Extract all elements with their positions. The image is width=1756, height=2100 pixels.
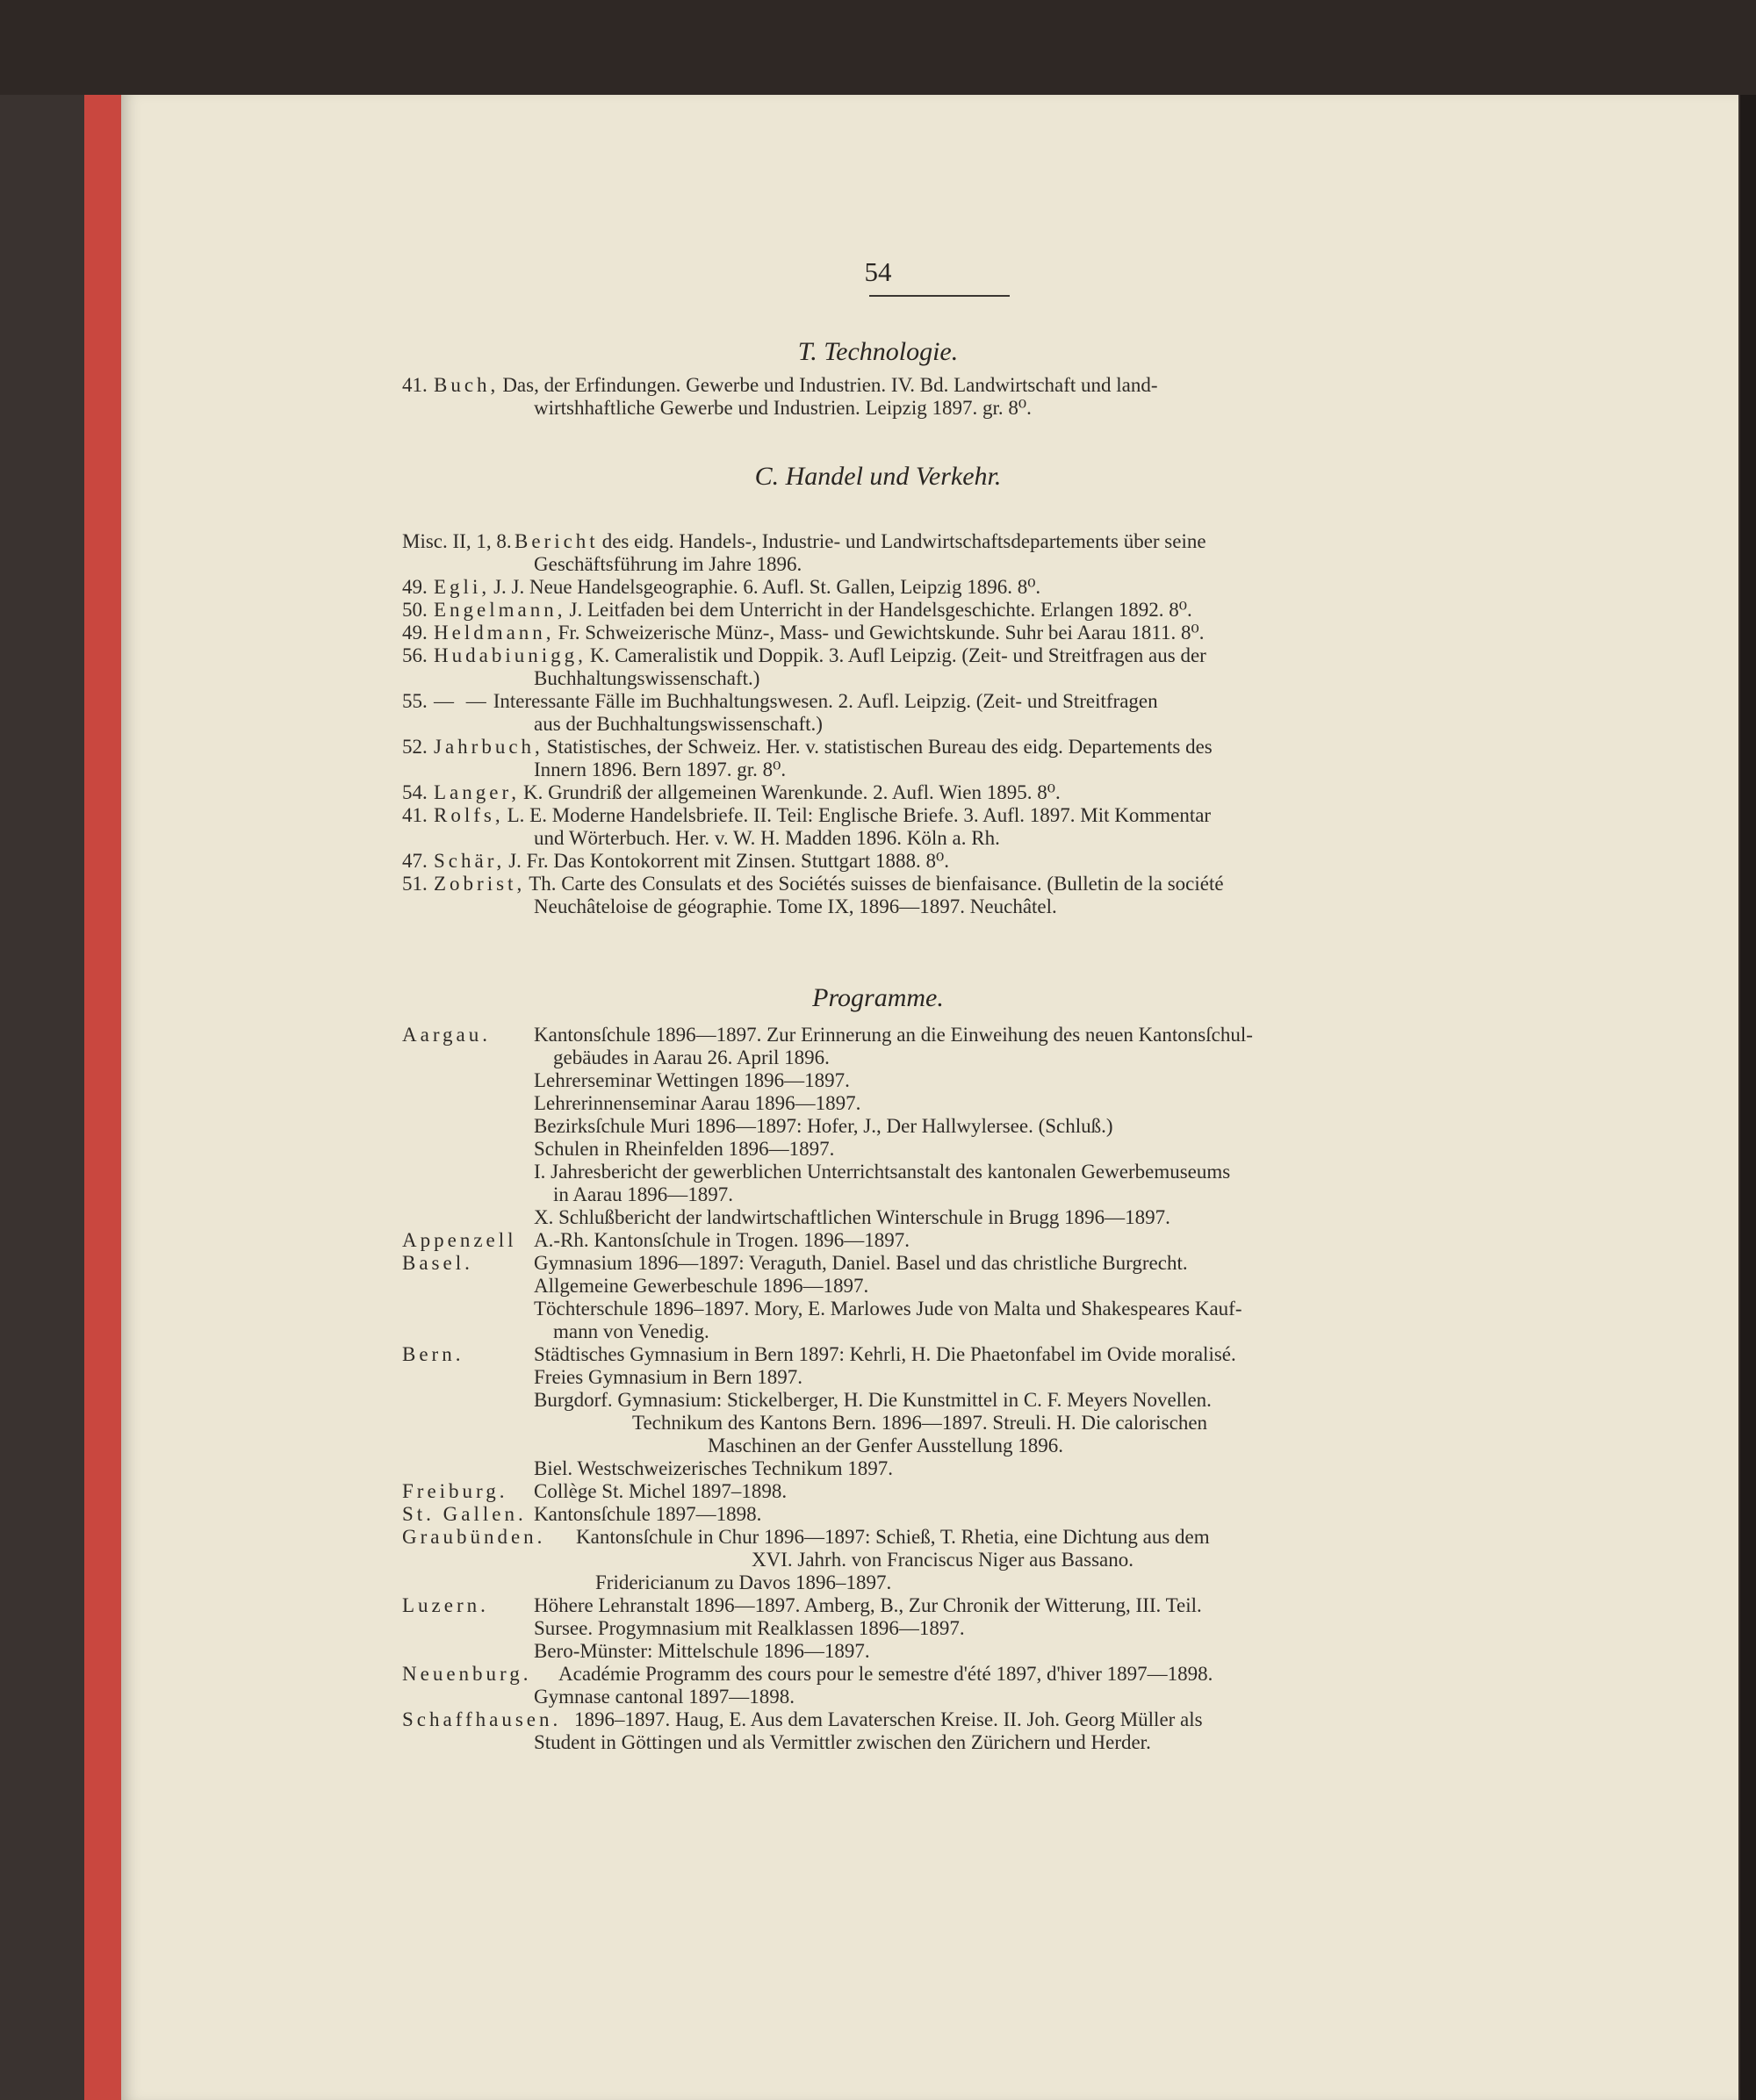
programme-canton: St. Gallen. xyxy=(402,1503,527,1525)
programme-text: Maschinen an der Genfer Ausstellung 1896. xyxy=(708,1435,1063,1456)
entry-line xyxy=(402,736,1480,759)
programme-line xyxy=(402,1617,1480,1640)
programme-line xyxy=(402,1343,1480,1366)
programme-line xyxy=(402,1161,1480,1183)
entry-line xyxy=(402,667,1480,690)
entry-number: 47. xyxy=(402,850,428,872)
handel-entries xyxy=(402,530,1480,918)
entry-number: 56. xyxy=(402,644,428,666)
entry-number: Misc. II, 1, 8. xyxy=(402,530,512,552)
programme-canton: Aargau. xyxy=(402,1024,492,1046)
programme-line xyxy=(402,1686,1480,1708)
programme-text: Biel. Westschweizerisches Technikum 1897. xyxy=(534,1457,893,1479)
entry-continuation: wirtshhaftliche Gewerbe und Industrien. Leipzig 1897. gr. 8⁰. xyxy=(534,397,1032,419)
programme-line xyxy=(402,1024,1480,1046)
programme-text: gebäudes in Aarau 26. April 1896. xyxy=(553,1046,830,1068)
programme-canton: Appenzell xyxy=(402,1229,517,1251)
programme-list xyxy=(402,1024,1480,1754)
programme-line xyxy=(402,1229,1480,1252)
programme-line xyxy=(402,1275,1480,1298)
programme-text: Technikum des Kantons Bern. 1896—1897. Streuli. H. Die calorischen xyxy=(632,1412,1208,1434)
entry-line xyxy=(402,690,1480,713)
programme-line xyxy=(402,1549,1480,1571)
programme-text: Lehrerinnenseminar Aarau 1896—1897. xyxy=(534,1092,861,1114)
entry-continuation: aus der Buchhaltungswissenschaft.) xyxy=(534,713,823,735)
programme-line xyxy=(402,1138,1480,1161)
entry-line xyxy=(402,850,1480,873)
entry-text: des eidg. Handels-, Industrie- und Landwirtschaftsdepartements über seine xyxy=(601,530,1206,552)
programme-text: Académie Programm des cours pour le semestre d'été 1897, d'hiver 1897—1898. xyxy=(558,1663,1213,1685)
entry-author: Heldmann, xyxy=(434,622,555,644)
entry-text: K. Grundriß der allgemeinen Warenkunde. 2. Aufl. Wien 1895. 8⁰. xyxy=(522,781,1061,803)
programme-line xyxy=(402,1708,1480,1731)
entry-line xyxy=(402,804,1480,827)
programme-canton: Neuenburg. xyxy=(402,1663,532,1685)
entry-continuation: Innern 1896. Bern 1897. gr. 8⁰. xyxy=(534,759,787,780)
programme-line xyxy=(402,1206,1480,1229)
programme-line xyxy=(402,1069,1480,1092)
programme-canton: Freiburg. xyxy=(402,1480,508,1502)
entry-line xyxy=(402,781,1480,804)
entry-author: Langer, xyxy=(434,781,520,803)
programme-line xyxy=(402,1731,1480,1754)
entry-line xyxy=(402,599,1480,622)
entry-number: 52. xyxy=(402,736,428,758)
programme-text: Lehrerseminar Wettingen 1896—1897. xyxy=(534,1069,850,1091)
entry-text: K. Cameralistik und Doppik. 3. Aufl Leipzig. (Zeit- und Streitfragen aus der xyxy=(589,644,1206,666)
programme-line xyxy=(402,1046,1480,1069)
programme-text: A.-Rh. Kantonsſchule in Trogen. 1896—1897. xyxy=(534,1229,910,1251)
programme-text: Burgdorf. Gymnasium: Stickelberger, H. Die Kunstmittel in C. F. Meyers Novellen. xyxy=(534,1389,1212,1411)
entry-line xyxy=(402,553,1480,576)
programme-line xyxy=(402,1594,1480,1617)
entry-number: 41. xyxy=(402,374,428,396)
programme-text: Sursee. Progymnasium mit Realklassen 1896—1897. xyxy=(534,1617,965,1639)
programme-text: Schulen in Rheinfelden 1896—1897. xyxy=(534,1138,835,1160)
entry-author: — — xyxy=(434,690,490,712)
programme-line xyxy=(402,1183,1480,1206)
entry-line xyxy=(402,713,1480,736)
programme-text: Gymnase cantonal 1897—1898. xyxy=(534,1686,795,1708)
entry-continuation: Neuchâteloise de géographie. Tome IX, 1896—1897. Neuchâtel. xyxy=(534,895,1057,917)
programme-line xyxy=(402,1640,1480,1663)
programme-line xyxy=(402,1571,1480,1594)
entry-author: Zobrist, xyxy=(434,873,526,895)
entry-line xyxy=(402,530,1480,553)
entry-number: 49. xyxy=(402,576,428,598)
entry-author: Schär, xyxy=(434,850,506,872)
entry-number: 50. xyxy=(402,599,428,621)
heading-programme: Programme. xyxy=(812,983,944,1012)
entry-line xyxy=(402,895,1480,918)
heading-technologie: T. Technologie. xyxy=(797,337,959,366)
programme-text: Höhere Lehranstalt 1896—1897. Amberg, B., Zur Chronik der Witterung, III. Teil. xyxy=(534,1594,1202,1616)
entry-line xyxy=(402,644,1480,667)
programme-line xyxy=(402,1412,1480,1435)
programme-text: mann von Venedig. xyxy=(553,1320,709,1342)
page-number-rule xyxy=(869,295,1010,297)
programme-line xyxy=(402,1480,1480,1503)
entry-author: Jahrbuch, xyxy=(434,736,543,758)
programme-text: I. Jahresbericht der gewerblichen Unterrichtsanstalt des kantonalen Gewerbemuseums xyxy=(534,1161,1231,1183)
programme-text: Töchterschule 1896–1897. Mory, E. Marlowes Jude von Malta und Shakespeares Kauf- xyxy=(534,1298,1242,1320)
entry-author: Engelmann, xyxy=(434,599,566,621)
programme-text: Gymnasium 1896—1897: Veraguth, Daniel. Basel und das christliche Burgrecht. xyxy=(534,1252,1188,1274)
entry-number: 41. xyxy=(402,804,428,826)
programme-line xyxy=(402,1115,1480,1138)
entry-text: Fr. Schweizerische Münz-, Mass- und Gewichtskunde. Suhr bei Aarau 1811. 8⁰. xyxy=(558,622,1205,644)
entry-line xyxy=(402,827,1480,850)
programme-text: Allgemeine Gewerbeschule 1896—1897. xyxy=(534,1275,869,1297)
entry-line xyxy=(402,622,1480,644)
entry-continuation: und Wörterbuch. Her. v. W. H. Madden 1896. Köln a. Rh. xyxy=(534,827,1000,849)
programme-line xyxy=(402,1252,1480,1275)
programme-line xyxy=(402,1366,1480,1389)
entry-continuation: Buchhaltungswissenschaft.) xyxy=(534,667,760,689)
programme-text: Kantonsſchule in Chur 1896—1897: Schieß, T. Rhetia, eine Dichtung aus dem xyxy=(576,1526,1210,1548)
right-background xyxy=(1740,95,1756,2100)
programme-canton: Bern. xyxy=(402,1343,464,1365)
entry-line xyxy=(402,759,1480,781)
entry-text: Interessante Fälle im Buchhaltungswesen. 2. Aufl. Leipzig. (Zeit- und Streitfragen xyxy=(493,690,1158,712)
entry-author: Rolfs, xyxy=(434,804,504,826)
entry-author: Buch, xyxy=(434,374,500,396)
entry-number: 49. xyxy=(402,622,428,644)
programme-line xyxy=(402,1389,1480,1412)
programme-text: Kantonsſchule 1896—1897. Zur Erinnerung an die Einweihung des neuen Kantonsſchul- xyxy=(534,1024,1253,1046)
programme-text: 1896–1897. Haug, E. Aus dem Lavaterschen Kreise. II. Joh. Georg Müller als xyxy=(574,1708,1203,1730)
programme-text: Städtisches Gymnasium in Bern 1897: Kehrli, H. Die Phaetonfabel im Ovide moralisé. xyxy=(534,1343,1236,1365)
page-number: 54 xyxy=(864,256,892,287)
entry-author: Hudabiunigg, xyxy=(434,644,587,666)
programme-canton: Schaffhausen. xyxy=(402,1708,562,1730)
entry-line xyxy=(402,374,1480,397)
heading-handel-verkehr: C. Handel und Verkehr. xyxy=(754,462,1002,491)
entry-text: J. Fr. Das Kontokorrent mit Zinsen. Stuttgart 1888. 8⁰. xyxy=(508,850,949,872)
entry-line xyxy=(402,576,1480,599)
programme-line xyxy=(402,1435,1480,1457)
programme-canton: Basel. xyxy=(402,1252,473,1274)
programme-text: Bezirksſchule Muri 1896—1897: Hofer, J., Der Hallwylersee. (Schluß.) xyxy=(534,1115,1113,1137)
programme-line xyxy=(402,1092,1480,1115)
entry-number: 51. xyxy=(402,873,428,895)
programme-line xyxy=(402,1663,1480,1686)
programme-line xyxy=(402,1503,1480,1526)
entry-text: J. J. Neue Handelsgeographie. 6. Aufl. St. Gallen, Leipzig 1896. 8⁰. xyxy=(493,576,1041,598)
programme-line xyxy=(402,1298,1480,1320)
programme-text: in Aarau 1896—1897. xyxy=(553,1183,734,1205)
programme-canton: Graubünden. xyxy=(402,1526,546,1548)
programme-text: Freies Gymnasium in Bern 1897. xyxy=(534,1366,802,1388)
entry-line xyxy=(402,873,1480,895)
entry-text: Statistisches, der Schweiz. Her. v. statistischen Bureau des eidg. Departements des xyxy=(546,736,1213,758)
entry-line xyxy=(402,397,1480,420)
entry-continuation: Geschäftsführung im Jahre 1896. xyxy=(534,553,802,575)
entry-author: Bericht xyxy=(515,530,599,552)
programme-canton: Luzern. xyxy=(402,1594,489,1616)
entry-text: L. E. Moderne Handelsbriefe. II. Teil: Englische Briefe. 3. Aufl. 1897. Mit Kommentar xyxy=(507,804,1212,826)
programme-text: Student in Göttingen und als Vermittler zwischen den Zürichern und Herder. xyxy=(534,1731,1151,1753)
entry-number: 54. xyxy=(402,781,428,803)
entry-text: Das, der Erfindungen. Gewerbe und Industrien. IV. Bd. Landwirtschaft und land- xyxy=(502,374,1158,396)
programme-line xyxy=(402,1320,1480,1343)
programme-text: XVI. Jahrh. von Franciscus Niger aus Bassano. xyxy=(752,1549,1134,1571)
background-top xyxy=(0,0,1756,95)
programme-line xyxy=(402,1457,1480,1480)
programme-text: Collège St. Michel 1897–1898. xyxy=(534,1480,788,1502)
entry-text: Th. Carte des Consulats et des Sociétés suisses de bienfaisance. (Bulletin de la société xyxy=(529,873,1224,895)
programme-text: Kantonsſchule 1897—1898. xyxy=(534,1503,762,1525)
entry-text: J. Leitfaden bei dem Unterricht in der Handelsgeschichte. Erlangen 1892. 8⁰. xyxy=(569,599,1192,621)
programme-line xyxy=(402,1526,1480,1549)
entry-number: 55. xyxy=(402,690,428,712)
programme-text: Fridericianum zu Davos 1896–1897. xyxy=(595,1571,892,1593)
programme-text: X. Schlußbericht der landwirtschaftlichen Winterschule in Brugg 1896—1897. xyxy=(534,1206,1170,1228)
entry-author: Egli, xyxy=(434,576,491,598)
technologie-entries xyxy=(402,374,1480,420)
programme-text: Bero-Münster: Mittelschule 1896—1897. xyxy=(534,1640,870,1662)
